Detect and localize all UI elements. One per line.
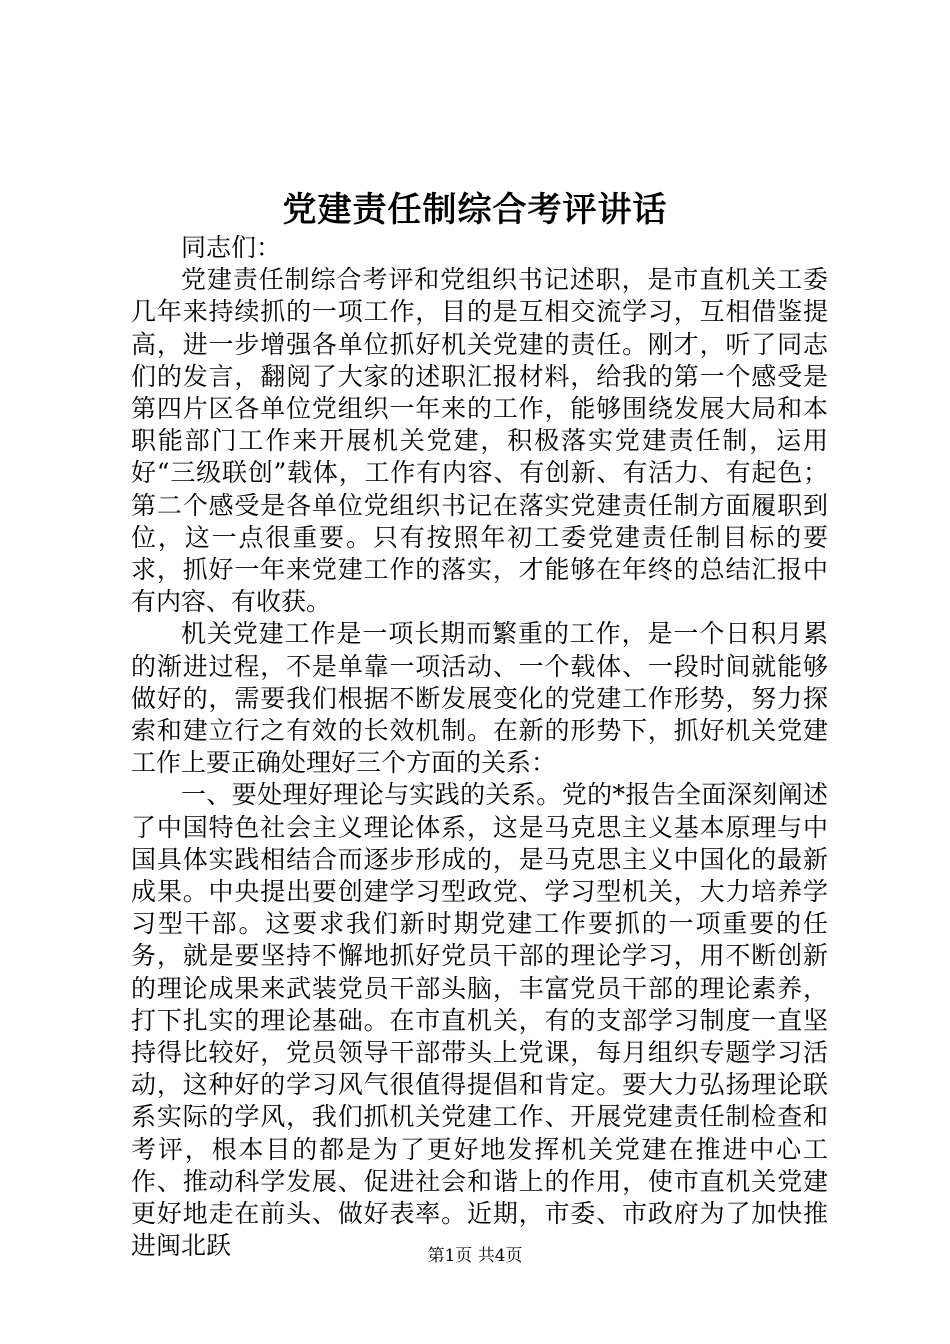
document-title: 党建责任制综合考评讲话 (282, 190, 668, 230)
body-paragraph-1: 党建责任制综合考评和党组织书记述职，是市直机关工委几年来持续抓的一项工作，目的是互相交流学习，互相借鉴提高，进一步增强各单位抓好机关党建的责任。刚才，听了同志们的发言，翻阅了大家的述职汇报材料，给我的第一个感受是第四片区各单位党组织一年来的工作，能够围绕发展大局和本职能部门工作来开展机关党建，积极落实党建责任制，运用好“三级联创”载体，工作有内容、有创新、有活力、有起色；第二个感受是各单位党组织书记在落实党建责任制方面履职到位，这一点很重要。只有按照年初工委党建责任制目标的要求，抓好一年来党建工作的落实，才能够在年终的总结汇报中有内容、有收获。 (131, 265, 828, 617)
page-footer: 第1页 共4页 (427, 1246, 523, 1266)
document-body (131, 232, 828, 1263)
body-paragraph-3: 一、要处理好理论与实践的关系。党的*报告全面深刻阐述了中国特色社会主义理论体系，这是马克思主义基本原理与中国具体实践相结合而逐步形成的，是马克思主义中国化的最新成果。中央提出要创建学习型政党、学习型机关，大力培养学习型干部。这要求我们新时期党建工作要抓的一项重要的任务，就是要坚持不懈地抓好党员干部的理论学习，用不断创新的理论成果来武装党员干部头脑，丰富党员干部的理论素养，打下扎实的理论基础。在市直机关，有的支部学习制度一直坚持得比较好，党员领导干部带头上党课，每月组织专题学习活动，这种好的学习风气很值得提倡和肯定。要大力弘扬理论联系实际的学风，我们抓机关党建工作、开展党建责任制检查和考评，根本目的都是为了更好地发挥机关党建在推进中心工作、推动科学发展、促进社会和谐上的作用，使市直机关党建更好地走在前头、做好表率。近期，市委、市政府为了加快推进闽北跃 (131, 780, 828, 1261)
salutation-paragraph: 同志们： (181, 233, 282, 262)
body-paragraph-2: 机关党建工作是一项长期而繁重的工作，是一个日积月累的渐进过程，不是单靠一项活动、一个载体、一段时间就能够做好的，需要我们根据不断发展变化的党建工作形势，努力探索和建立行之有效的长效机制。在新的形势下，抓好机关党建工作上要正确处理好三个方面的关系： (131, 619, 828, 778)
